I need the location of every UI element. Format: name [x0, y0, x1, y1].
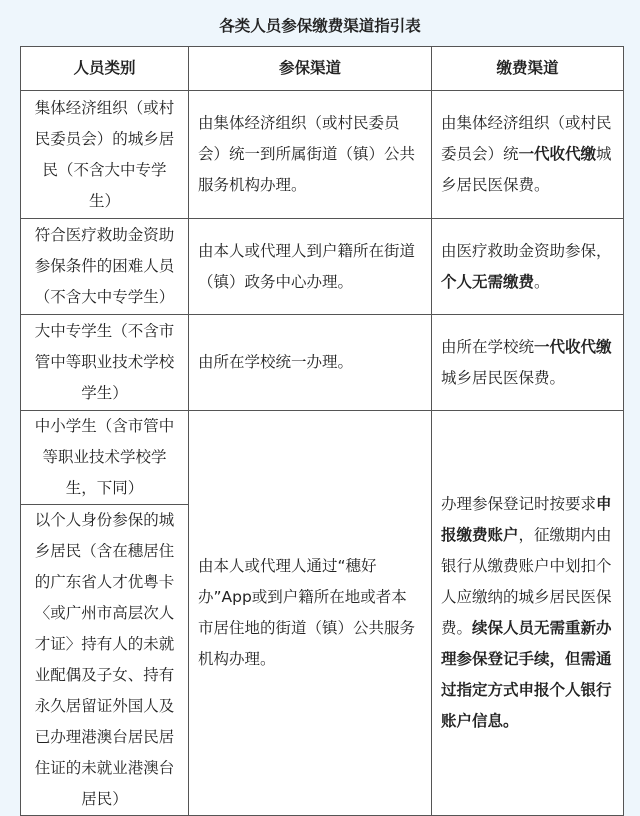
enroll-cell: 由本人或代理人到户籍所在街道（镇）政务中心办理。 — [189, 219, 432, 315]
category-cell: 以个人身份参保的城乡居民（含在穗居住的广东省人才优粤卡〈或广州市高层次人才证〉持有人的未就业配偶及子女、持有永久居留证外国人及已办理港澳台居民居住证的未就业港澳台居民） — [21, 505, 189, 816]
table-header-row — [21, 47, 624, 91]
bold-segment: 一代收代缴 — [534, 337, 612, 356]
header-pay-channel: 缴费渠道 — [432, 47, 624, 91]
text-segment: 由所在学校统 — [441, 337, 535, 356]
text-segment: ，征缴期内由银行从缴费账户中划扣个人应缴纳的城乡居民医保费。 — [441, 526, 612, 637]
header-category: 人员类别 — [21, 47, 189, 91]
shared-enroll-cell: 由本人或代理人通过“穗好办”App或到户籍所在地或者本市居住地的街道（镇）公共服务机构办理。 — [189, 411, 432, 816]
bold-segment: 一代收代缴 — [518, 145, 597, 163]
table-row — [21, 315, 624, 411]
pay-cell — [432, 315, 624, 411]
pay-cell — [432, 91, 624, 219]
category-cell: 集体经济组织（或村民委员会）的城乡居民（不含大中专学生） — [21, 91, 189, 219]
text-segment: 由医疗救助金资助参保， — [441, 241, 612, 260]
category-cell: 大中专学生（不含市管中等职业技术学校学生） — [21, 315, 189, 411]
guide-table — [20, 46, 624, 816]
page-title: 各类人员参保缴费渠道指引表 — [219, 17, 421, 35]
enroll-cell: 由集体经济组织（或村民委员会）统一到所属街道（镇）公共服务机构办理。 — [189, 91, 432, 219]
shared-pay-cell — [432, 411, 624, 816]
category-cell: 中小学生（含市管中等职业技术学校学生，下同） — [21, 411, 189, 505]
table-row — [21, 219, 624, 315]
text-segment: 。 — [534, 272, 550, 291]
enroll-cell: 由所在学校统一办理。 — [189, 315, 432, 411]
text-segment: 由集体经济组织（或村民委员会）统 — [441, 114, 612, 163]
table-row — [21, 91, 624, 219]
category-cell: 符合医疗救助金资助参保条件的困难人员（不含大中专学生） — [21, 219, 189, 315]
text-segment: 办理参保登记时按要求 — [441, 495, 597, 513]
text-segment: 城乡居民医保费。 — [441, 368, 566, 387]
text-segment: 城乡居民医保费。 — [441, 145, 612, 194]
header-enroll-channel: 参保渠道 — [189, 47, 432, 91]
bold-segment: 个人无需缴费 — [441, 272, 535, 291]
table-row — [21, 411, 624, 505]
pay-cell — [432, 219, 624, 315]
bold-segment: 续保人员无需重新办理参保登记手续，但需通过指定方式申报个人银行账户信息。 — [441, 619, 612, 730]
bold-segment: 申报缴费账户 — [441, 495, 612, 544]
